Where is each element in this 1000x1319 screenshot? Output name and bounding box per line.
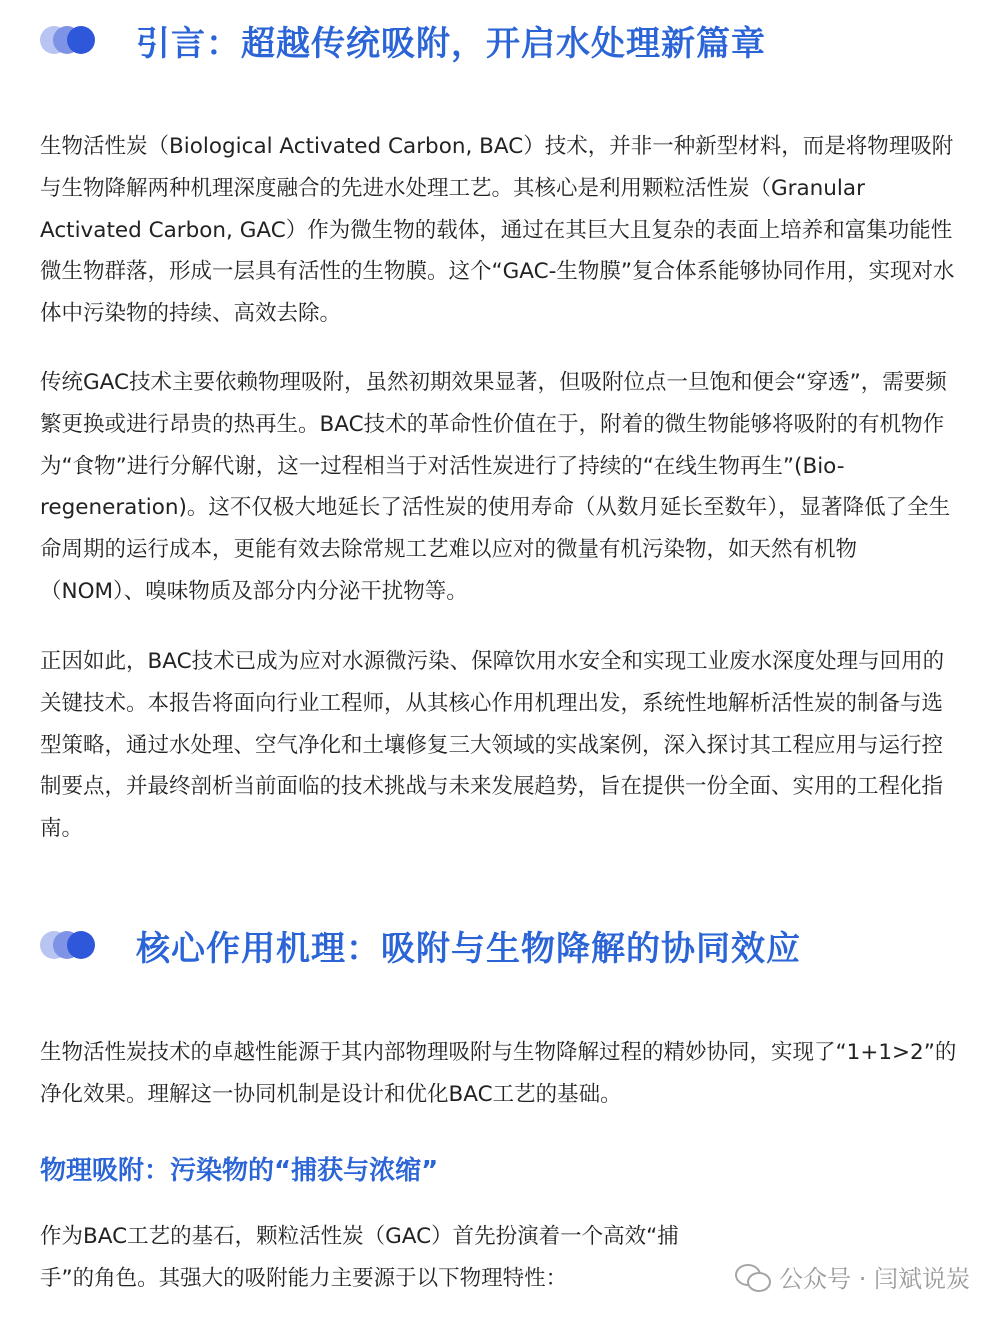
section-title: 引言：超越传统吸附，开启水处理新篇章: [136, 23, 766, 64]
section-title: 核心作用机理：吸附与生物降解的协同效应: [136, 928, 801, 969]
account-watermark: [735, 1259, 970, 1294]
paragraph: 生物活性炭技术的卓越性能源于其内部物理吸附与生物降解过程的精妙协同，实现了“1+1>2”的净化效果。理解这一协同机制是设计和优化BAC工艺的基础。: [40, 1040, 957, 1107]
heading-bullet-icon: [40, 930, 96, 960]
watermark-text: 公众号 · 闫斌说炭: [779, 1265, 970, 1293]
paragraph: 作为BAC工艺的基石，颗粒活性炭（GAC）首先扮演着一个高效“捕手”的角色。其强大的吸附能力主要源于以下物理特性：: [40, 1224, 679, 1291]
paragraph: 正因如此，BAC技术已成为应对水源微污染、保障饮用水安全和实现工业废水深度处理与回用的关键技术。本报告将面向行业工程师，从其核心作用机理出发，系统性地解析活性炭的制备与选型策略，通过水处理、空气净化和土壤修复三大领域的实战案例，深入探讨其工程应用与运行控制要点，并最终剖析当前面临的技术挑战与未来发展趋势，旨在提供一份全面、实用的工程化指南。: [40, 649, 945, 842]
heading-bullet-icon: [40, 25, 96, 55]
section-heading-intro: [40, 10, 766, 70]
paragraph: 传统GAC技术主要依赖物理吸附，虽然初期效果显著，但吸附位点一旦饱和便会“穿透”，需要频繁更换或进行昂贵的热再生。BAC技术的革命性价值在于，附着的微生物能够将吸附的有机物作为“食物”进行分解代谢，这一过程相当于对活性炭进行了持续的“在线生物再生”(Bio-regeneration)。这不仅极大地延长了活性炭的使用寿命（从数月延长至数年），显著降低了全生命周期的运行成本，更能有效去除常规工艺难以应对的微量有机污染物，如天然有机物（NOM）、嗅味物质及部分内分泌干扰物等。: [40, 370, 951, 604]
paragraph: 生物活性炭（Biological Activated Carbon, BAC）技术，并非一种新型材料，而是将物理吸附与生物降解两种机理深度融合的先进水处理工艺。其核心是利用颗粒活性炭（Granular Activated Carbon, GAC）作为微生物的载体，通过在其巨大且复杂的表面上培养和富集功能性微生物群落，形成一层具有活性的生物膜。这个“GAC-生物膜”复合体系能够协同作用，实现对水体中污染物的持续、高效去除。: [40, 134, 955, 327]
section-heading-mechanism: [40, 915, 801, 975]
subsection-title: 物理吸附：污染物的“捕获与浓缩”: [40, 1156, 439, 1186]
wechat-icon: [735, 1262, 771, 1292]
